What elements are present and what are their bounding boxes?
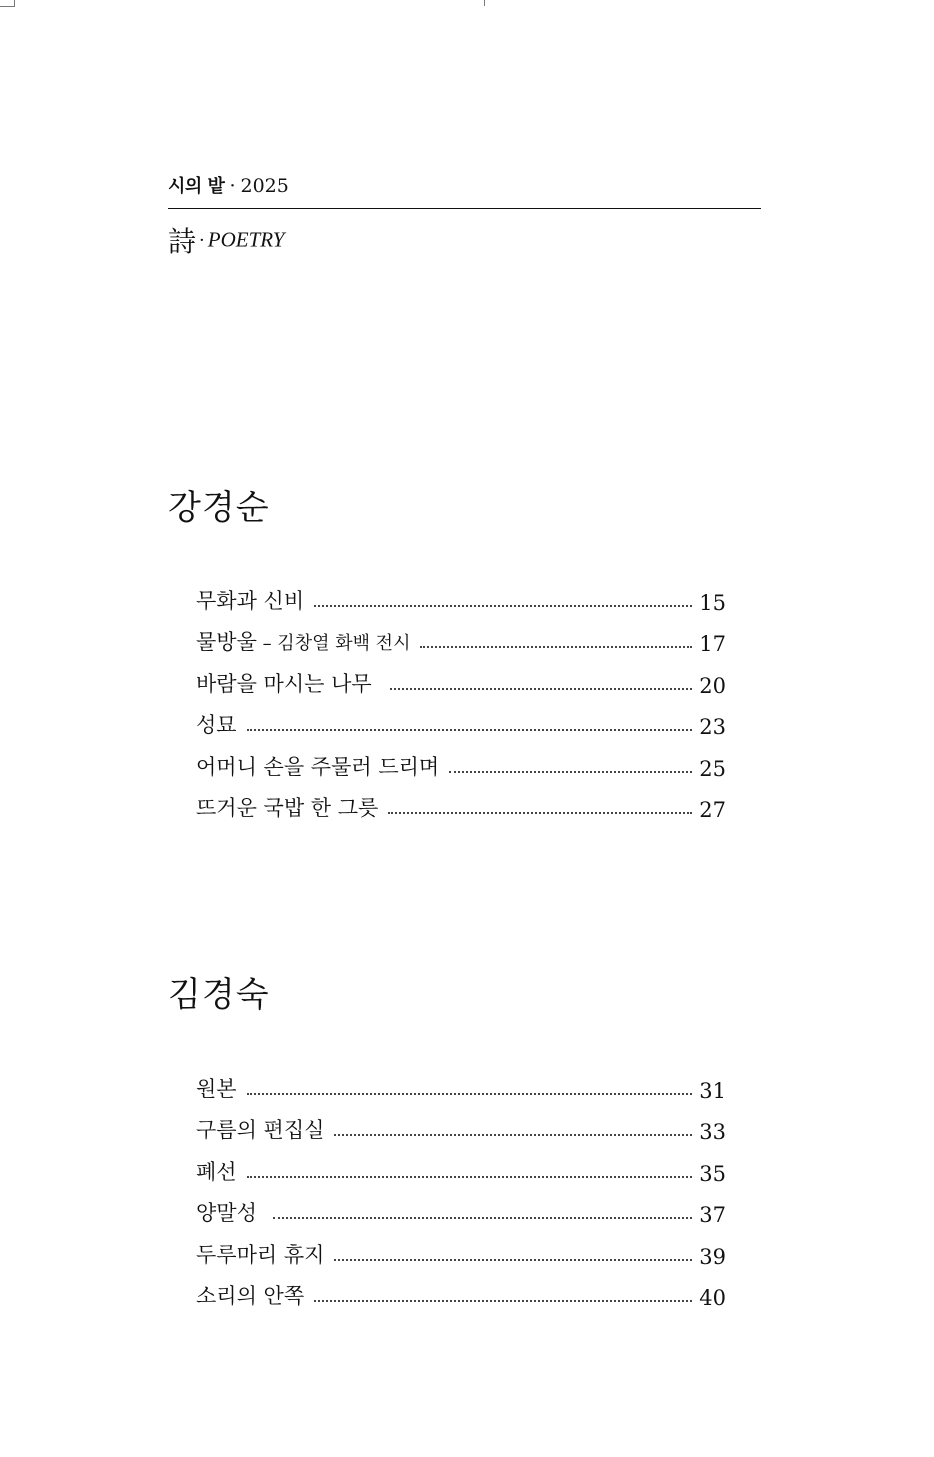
poem-title: 두루마리 휴지 [196,1242,325,1267]
dot-leader [314,1299,692,1302]
page-number: 15 [699,590,726,615]
toc-entry[interactable] [196,656,726,698]
poem-title: 성묘 [196,713,237,737]
journal-line [168,172,289,198]
page-number: 35 [699,1161,726,1186]
toc-entry[interactable] [196,573,726,615]
toc-entry[interactable] [196,1227,726,1269]
page-number: 23 [699,715,726,739]
page-number: 27 [699,798,726,822]
dot-leader [420,645,692,648]
toc-entry[interactable] [196,615,726,657]
crop-mark-top-center [484,0,485,6]
poet-name: 김경숙 [168,975,270,1015]
poet-name: 강경순 [168,488,270,528]
dot-leader [247,728,692,731]
poem-title: 폐선 [196,1159,237,1184]
poem-title: 바람을 마시는 나무 [196,671,372,696]
journal-separator: · [229,175,236,197]
page-number: 20 [699,673,726,698]
toc-list [196,573,726,822]
poem-title: 양말성 [196,1201,257,1225]
page-number: 40 [699,1286,726,1310]
poem-title: 구름의 편집실 [196,1118,325,1142]
toc-entry[interactable] [196,1103,726,1145]
journal-year: 2025 [240,175,289,197]
journal-name: 시의 밭 [168,176,225,197]
poem-title: 소리의 안쪽 [196,1284,305,1308]
dot-leader [273,1216,692,1219]
toc-entry[interactable] [196,1269,726,1311]
dot-leader [247,1092,692,1095]
dot-leader [314,604,692,607]
page-number: 37 [699,1203,726,1227]
toc-entry[interactable] [196,1061,726,1103]
toc-entry[interactable] [196,739,726,781]
dot-leader [388,811,692,814]
poem-title: 무화과 신비 [196,588,305,613]
dot-leader [247,1175,692,1178]
toc-entry[interactable] [196,1186,726,1228]
page-number: 17 [699,632,726,656]
toc-entry[interactable] [196,781,726,823]
page-number: 39 [699,1244,726,1269]
section-english: POETRY [207,227,285,252]
page-number: 31 [699,1078,726,1103]
dot-leader [390,687,692,690]
crop-mark-top-left [0,0,15,7]
section-hanja: 詩 [168,225,197,258]
toc-entry[interactable] [196,698,726,740]
section-label [168,220,284,260]
dot-leader [449,770,692,773]
toc-list [196,1061,726,1310]
poem-title: 물방울 – 김창열 화백 전시 [196,630,411,654]
page-number: 33 [699,1120,726,1144]
poem-subtitle: – 김창열 화백 전시 [256,633,411,654]
poem-title: 어머니 손을 주물러 드리며 [196,754,440,779]
toc-entry[interactable] [196,1144,726,1186]
poem-title: 뜨거운 국밥 한 그릇 [196,796,379,820]
dot-leader [334,1258,692,1261]
poem-title: 원본 [196,1076,237,1101]
page-number: 25 [699,756,726,781]
section-separator: · [199,229,205,251]
running-head [168,172,761,209]
dot-leader [334,1133,692,1136]
